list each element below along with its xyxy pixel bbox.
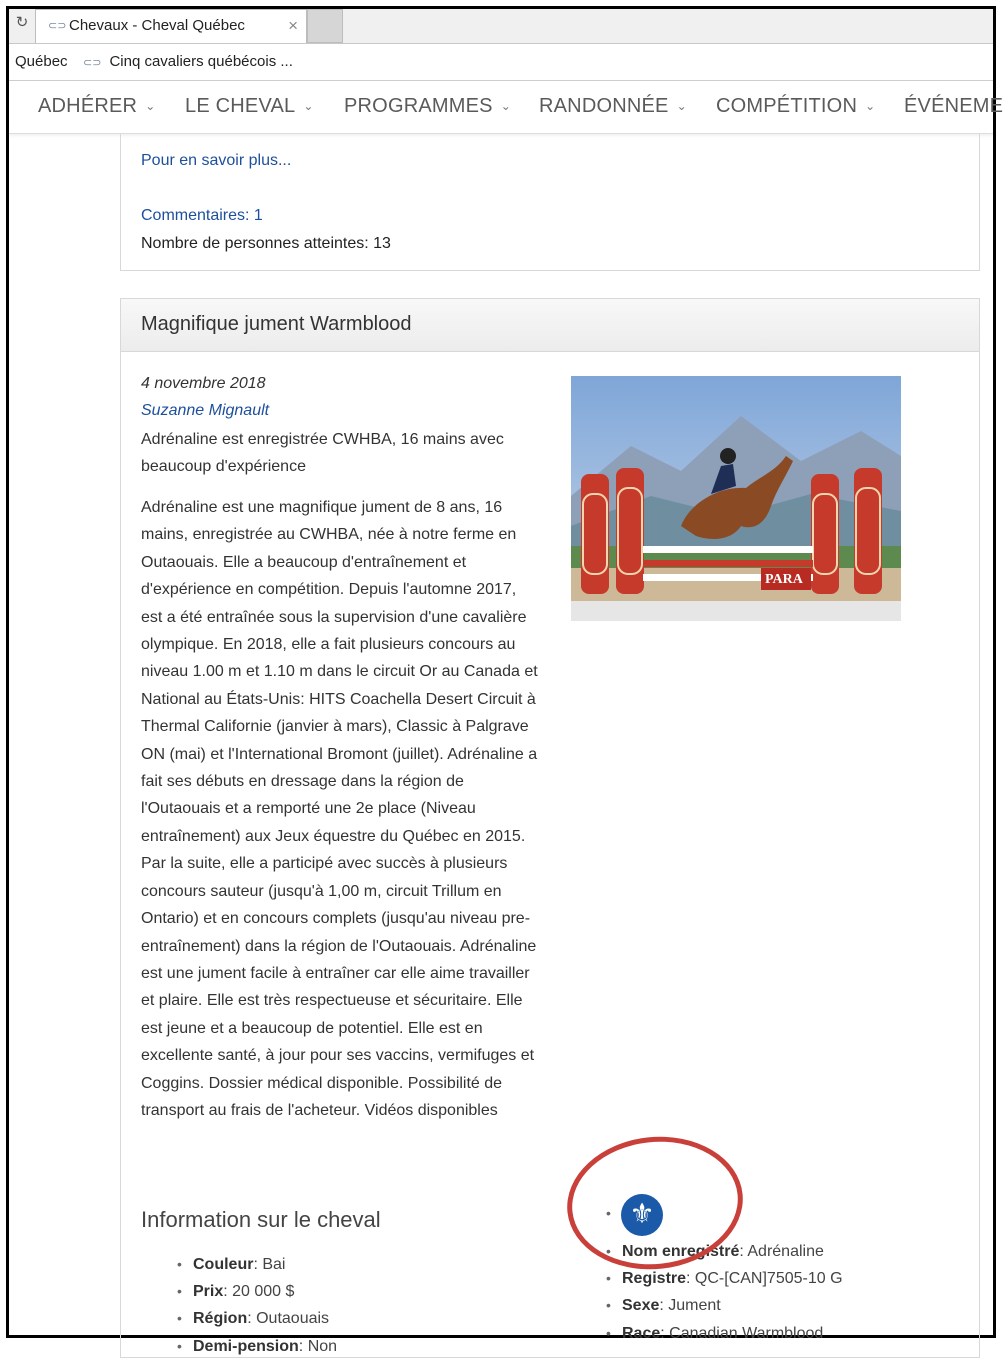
horse-info-title: Information sur le cheval — [141, 1207, 381, 1232]
browser-window — [6, 6, 1004, 1355]
bookmarks-bar — [9, 44, 993, 81]
browser-tab[interactable] — [35, 9, 307, 43]
tab-title: Chevaux - Cheval Québec — [69, 17, 245, 34]
bookmark-quebec[interactable]: Québec — [15, 53, 68, 70]
post-header — [121, 299, 979, 352]
list-item — [177, 1305, 337, 1332]
post-date: 4 novembre 2018 — [141, 375, 266, 392]
info-value: : Bai — [253, 1256, 286, 1273]
list-item — [606, 1265, 843, 1292]
reach-count: Nombre de personnes atteintes: 13 — [141, 235, 391, 252]
bookmark-favicon-icon: ⊂⊃ — [83, 57, 102, 69]
nav-item-randonnee[interactable] — [539, 95, 687, 118]
nav-label: LE CHEVAL — [185, 95, 296, 117]
info-label: Couleur — [193, 1256, 254, 1273]
info-value: : 20 000 $ — [223, 1283, 295, 1301]
info-label: Sexe — [622, 1297, 660, 1315]
info-label: Demi-pension — [193, 1337, 299, 1355]
photo-svg — [571, 376, 901, 621]
bookmark-cinq-cavaliers[interactable] — [83, 53, 293, 70]
info-label: Registre — [622, 1270, 687, 1288]
horse-info-list-left — [177, 1251, 337, 1360]
info-value: : Jument — [659, 1297, 721, 1315]
list-item — [606, 1320, 843, 1347]
post-author-link[interactable]: Suzanne Mignault — [141, 402, 270, 419]
list-item — [177, 1278, 337, 1305]
post-body: Adrénaline est une magnifique jument de 8 ans, 16 mains, enregistrée au CWHBA, née à notre ferme en Outaouais. Elle a beaucoup d'entraînement et d'expérience en compétition. Depuis l'automne 2017, est a été entraînée sous la supervision d'une cavalière olympique. En 2018, elle a fait plusieurs concours au niveau 1.00 m et 1.10 m dans le circuit Or au Canada et National au États-Unis: HITS Coachella Desert Circuit à Thermal Californie (janvier à mars), Classic à Palgrave ON (mai) et l'International Bromont (juillet). Adrénaline a fait ses débuts en dressage dans la région de l'Outaouais et a remporté une 2e place (Niveau entraînement) aux Jeux équestre du Québec en 2015. Par la suite, elle a participé avec succès à plusieurs concours sauteur (jusqu'à 1,00 m, circuit Trillum en Ontario) et en concours complets (jusqu'au niveau pre-entraînement) dans la région de l'Outaouais. Adrénaline est une jument facile à entraîner car elle aime travailler et plaire. Elle est très respectueuse et sécuritaire. Elle est jeune et a beaucoup de potentiel. Elle est en excellente santé, à jour pour ses vaccins, vermifuges et Coggins. Dossier médical disponible. Possibilité de transport au frais de l'acheteur. Vidéos disponibles — [141, 499, 538, 1119]
tab-close-icon[interactable]: × — [288, 16, 298, 35]
info-value: : QC-[CAN]7505-10 G — [686, 1270, 843, 1288]
nav-item-le-cheval[interactable] — [185, 95, 314, 118]
site-favicon-icon: ⊂⊃ — [48, 20, 67, 32]
list-item — [606, 1292, 843, 1319]
bookmark-label: Cinq cavaliers québécois ... — [109, 53, 293, 70]
nav-label: ADHÉRER — [38, 95, 138, 117]
list-item — [177, 1251, 337, 1278]
info-value: : Outaouais — [247, 1310, 330, 1328]
info-label: Prix — [193, 1283, 224, 1301]
previous-post-card — [120, 133, 980, 271]
post-card — [120, 298, 980, 1358]
info-value: : Canadian Warmblood — [660, 1324, 824, 1342]
photo-sign-text: PARA — [765, 572, 803, 587]
info-label: Race — [622, 1324, 661, 1342]
nav-item-competition[interactable] — [716, 95, 875, 118]
nav-item-adherer[interactable] — [38, 95, 155, 118]
chevron-down-icon: ⌄ — [865, 99, 876, 113]
nav-item-programmes[interactable] — [344, 95, 511, 118]
info-value: : Adrénaline — [739, 1243, 824, 1260]
horse-jumping-photo[interactable] — [571, 376, 901, 621]
post-title: Magnifique jument Warmblood — [141, 313, 412, 335]
tab-strip — [9, 9, 993, 44]
info-label: Région — [193, 1310, 248, 1328]
new-tab-button[interactable] — [307, 9, 343, 43]
read-more-link[interactable]: Pour en savoir plus... — [141, 152, 292, 169]
nav-item-evenements[interactable]: ÉVÉNEME — [904, 95, 1004, 117]
reload-icon[interactable]: ↻ — [15, 14, 29, 31]
chevron-down-icon: ⌄ — [145, 99, 156, 113]
list-item — [177, 1333, 337, 1360]
post-summary: Adrénaline est enregistrée CWHBA, 16 mains avec beaucoup d'expérience — [141, 431, 504, 476]
main-nav — [9, 81, 1004, 134]
nav-label: RANDONNÉE — [539, 95, 669, 117]
chevron-down-icon: ⌄ — [303, 99, 314, 113]
nav-label: PROGRAMMES — [344, 95, 493, 117]
comments-link[interactable]: Commentaires: 1 — [141, 207, 263, 224]
nav-label: COMPÉTITION — [716, 95, 858, 117]
bullet-dot: • — [606, 1205, 611, 1221]
info-label: Nom enregistré — [622, 1243, 740, 1260]
chevron-down-icon: ⌄ — [500, 99, 511, 113]
info-value: : Non — [298, 1337, 338, 1355]
chevron-down-icon: ⌄ — [676, 99, 687, 113]
fleur-de-lis-icon: ⚜ — [629, 1197, 655, 1230]
